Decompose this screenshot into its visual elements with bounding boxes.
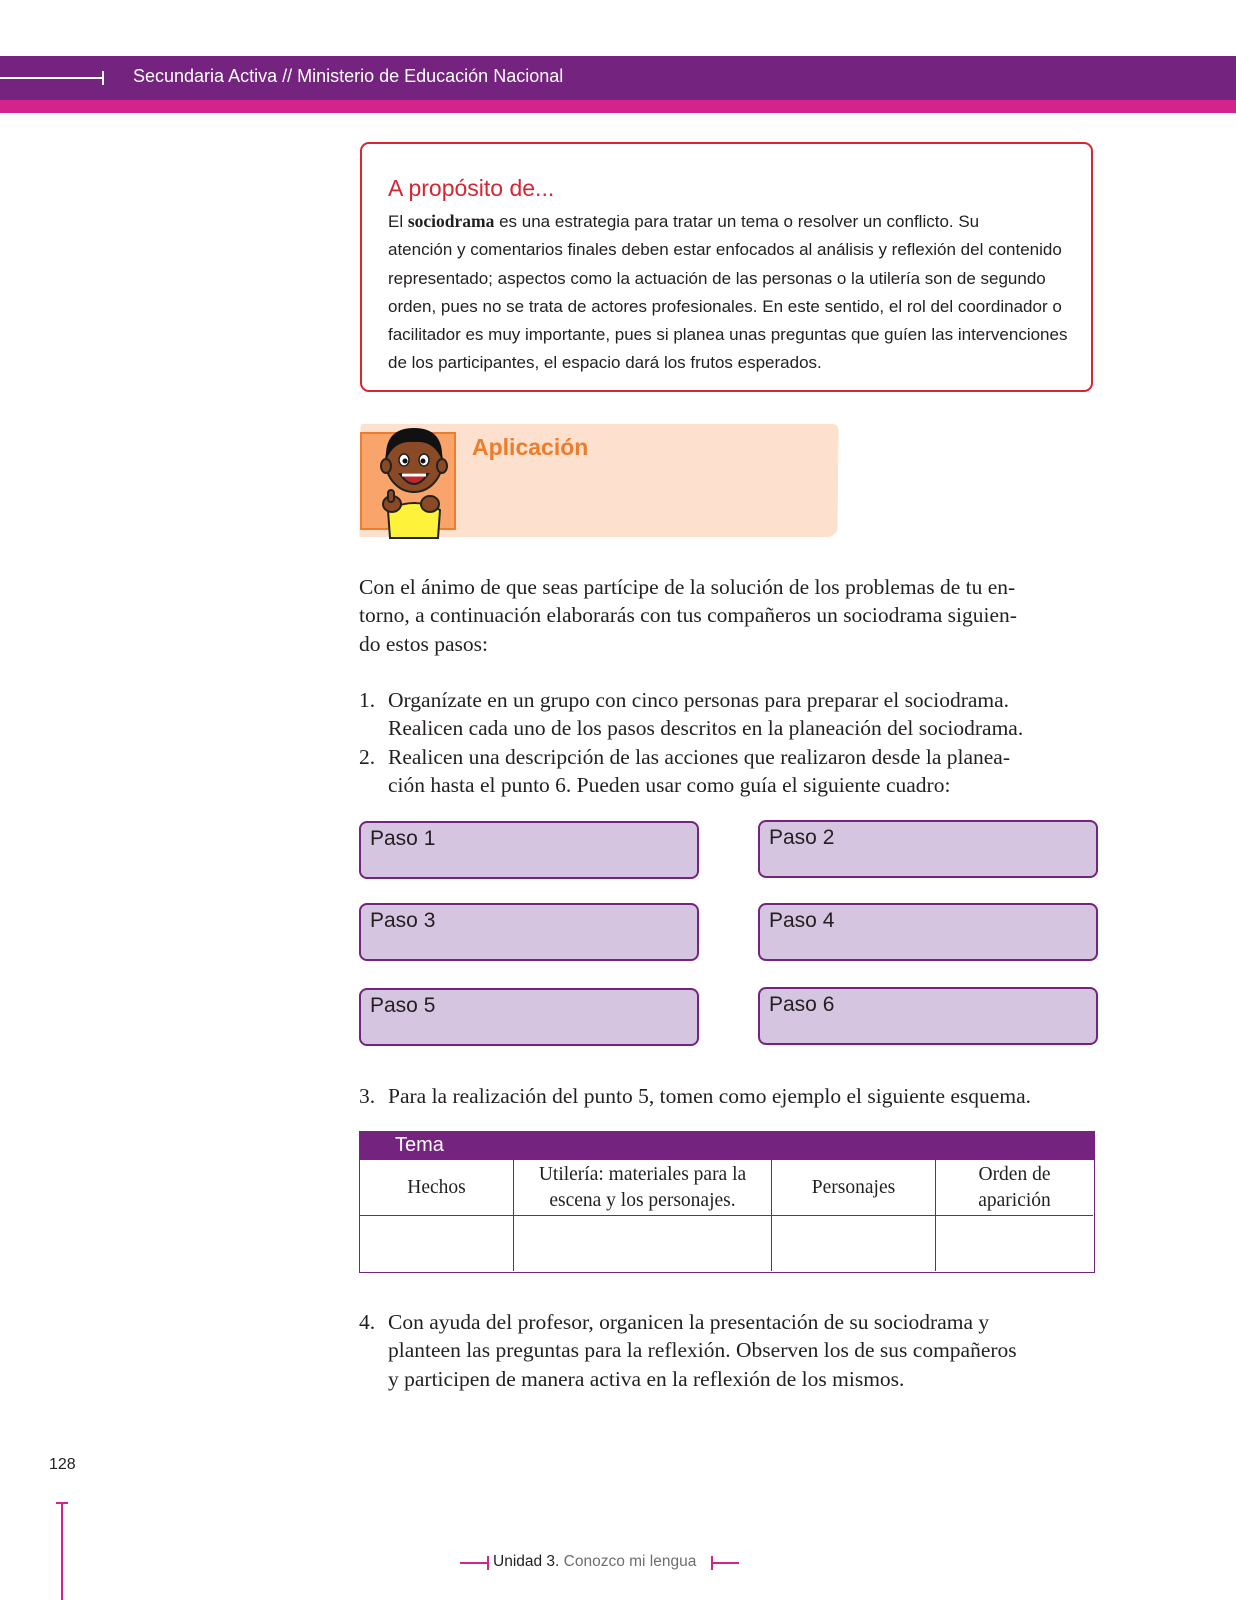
info-line: representado; aspectos como la actuación de las personas o la utilería son de segundo: [388, 268, 1046, 288]
step-line: y participen de manera activa en la reflexión de los mismos.: [388, 1366, 905, 1391]
paso-box-1[interactable]: [359, 821, 699, 879]
info-line: facilitador es muy importante, pues si planea unas preguntas que guíen las intervenciones: [388, 325, 1068, 345]
info-box-body: [388, 207, 1068, 378]
table-empty-cell[interactable]: [514, 1216, 772, 1271]
table-empty-cell[interactable]: [772, 1216, 936, 1271]
tema-table-header: [360, 1132, 1094, 1160]
step-number: 4.: [359, 1310, 376, 1334]
info-lead-bold: sociodrama: [407, 211, 495, 231]
paso-box-3[interactable]: [359, 903, 699, 961]
header-accent-strip: [0, 100, 1236, 113]
paso-label: Paso 4: [769, 909, 835, 932]
info-line: de los participantes, el espacio dará los frutos esperados.: [388, 353, 822, 373]
boy-thumbs-up-icon: [374, 422, 454, 540]
step-item-2: [359, 743, 1099, 800]
paso-label: Paso 5: [370, 994, 436, 1017]
paso-box-5[interactable]: [359, 988, 699, 1046]
info-line: orden, pues no se trata de actores profesionales. En este sentido, el rol del coordinador o: [388, 296, 1062, 316]
header-rule: [0, 77, 104, 79]
info-line: atención y comentarios finales deben estar enfocados al análisis y reflexión del contenido: [388, 240, 1062, 260]
intro-line: do estos pasos:: [359, 631, 488, 656]
margin-rule: [61, 1503, 63, 1600]
header-cell-text: Personajes: [811, 1176, 896, 1198]
step-item-1: [359, 686, 1099, 743]
page-number: 128: [49, 1456, 76, 1473]
intro-line: Con el ánimo de que seas partícipe de la solución de los problemas de tu en-: [359, 575, 1016, 599]
step-line: planteen las preguntas para la reflexión. Observen los de sus compañeros: [388, 1338, 1017, 1363]
step-line: Realicen una descripción de las acciones que realizaron desde la planea-: [388, 745, 1010, 769]
table-header-cell: [514, 1160, 772, 1216]
step-line: Organízate en un grupo con cinco personas para preparar el sociodrama.: [388, 688, 1010, 712]
table-empty-cell[interactable]: [360, 1216, 514, 1271]
step-number: 3.: [359, 1084, 376, 1108]
info-box-title: A propósito de...: [388, 175, 555, 201]
tema-table: [359, 1131, 1095, 1273]
intro-paragraph: [359, 573, 1097, 658]
aplicacion-title: Aplicación: [472, 434, 589, 460]
footer-rule-left: [460, 1562, 488, 1564]
info-line-text: es una estrategia para tratar un tema o resolver un conflicto. Su: [494, 212, 980, 231]
paso-label: Paso 1: [370, 827, 436, 850]
step-item-4: [359, 1308, 1099, 1393]
header-cell-text: Hechos: [407, 1176, 466, 1198]
header-cell-text: Orden de: [978, 1163, 1051, 1185]
paso-label: Paso 6: [769, 993, 835, 1016]
footer-tick-left: [487, 1556, 489, 1570]
step-line: Con ayuda del profesor, organicen la presentación de su sociodrama y: [388, 1310, 990, 1334]
paso-box-4[interactable]: [758, 903, 1098, 961]
info-line: [388, 207, 1068, 236]
step-line: Realicen cada uno de los pasos descritos en la planeación del sociodrama.: [388, 716, 1024, 741]
step-number: 2.: [359, 745, 376, 769]
header-rule-tick: [102, 71, 104, 85]
footer-unit: [493, 1553, 696, 1571]
footer-unit-number: Unidad 3.: [493, 1553, 560, 1570]
footer-rule-right: [711, 1562, 739, 1564]
paso-box-2[interactable]: [758, 820, 1098, 878]
tema-table-title: Tema: [395, 1134, 444, 1156]
info-lead-prefix: El: [388, 212, 408, 231]
paso-label: Paso 3: [370, 909, 436, 932]
header-title: Secundaria Activa // Ministerio de Educación Nacional: [133, 66, 564, 86]
table-header-cell: [360, 1160, 514, 1216]
header-cell-text: Utilería: materiales para la: [538, 1163, 747, 1185]
paso-box-6[interactable]: [758, 987, 1098, 1045]
header-cell-text: aparición: [978, 1189, 1051, 1211]
footer-unit-title: Conozco mi lengua: [559, 1553, 697, 1570]
table-header-cell: [772, 1160, 936, 1216]
header-cell-text: escena y los personajes.: [549, 1189, 736, 1211]
step-line: ción hasta el punto 6. Pueden usar como guía el siguiente cuadro:: [388, 773, 951, 798]
table-empty-cell[interactable]: [936, 1216, 1093, 1271]
step-item-3: [359, 1082, 1099, 1110]
step-number: 1.: [359, 688, 376, 712]
table-header-cell: [936, 1160, 1093, 1216]
intro-line: torno, a continuación elaborarás con tus compañeros un sociodrama siguien-: [359, 603, 1017, 628]
paso-label: Paso 2: [769, 826, 835, 849]
step-line: Para la realización del punto 5, tomen como ejemplo el siguiente esquema.: [388, 1084, 1031, 1108]
